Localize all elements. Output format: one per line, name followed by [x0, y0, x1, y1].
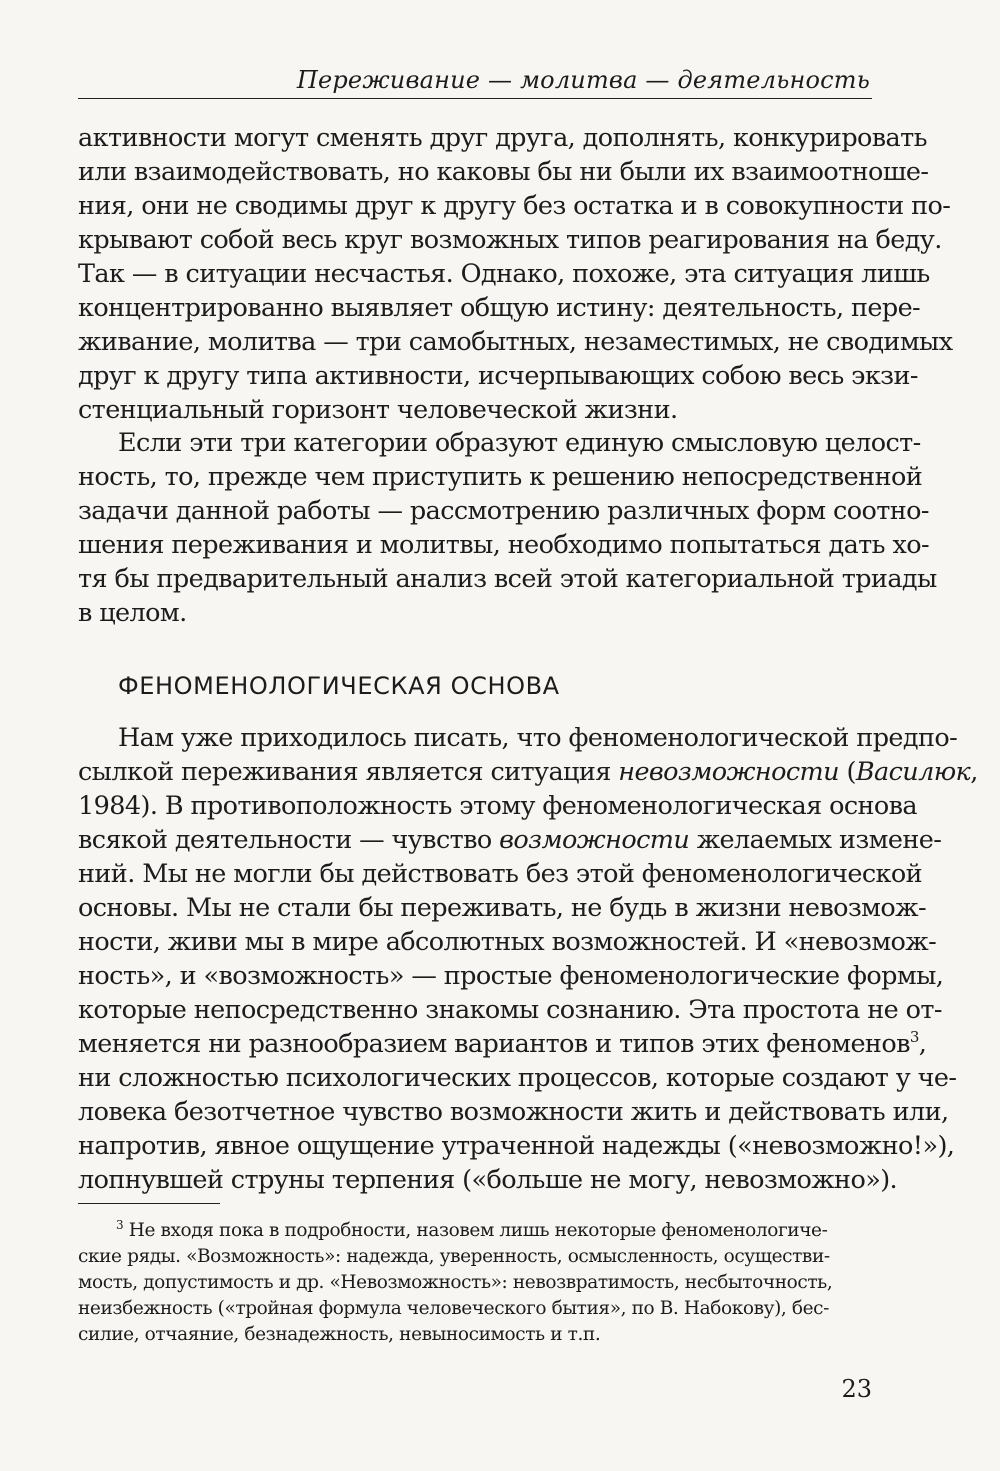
text-line: ности, живи мы в мире абсолютных возможностей. И «невозмож-: [78, 927, 937, 957]
text-run: желаемых измене-: [689, 825, 942, 855]
footnote-line: силие, отчаяние, безнадежность, невыносимость и т.п.: [78, 1324, 601, 1345]
text-line: которые непосредственно знакомы сознанию. Эта простота не от-: [78, 995, 942, 1025]
text-run: сылкой переживания является ситуация: [78, 757, 619, 787]
footnote-line: [116, 1219, 827, 1243]
text-line: или взаимодействовать, но каковы бы ни были их взаимоотноше-: [78, 157, 929, 187]
text-line: [78, 757, 978, 787]
text-line: Если эти три категории образуют единую смысловую целост-: [118, 428, 921, 458]
text-run: меняется ни разнообразием вариантов и типов этих феноменов: [78, 1029, 910, 1059]
text-line: [78, 1029, 926, 1059]
text-run: (: [838, 757, 856, 787]
text-line: концентрированно выявляет общую истину: деятельность, пере-: [78, 293, 921, 323]
text-line: живание, молитва — три самобытных, незаместимых, не сводимых: [78, 327, 953, 357]
footnote-line: ские ряды. «Возможность»: надежда, уверенность, осмысленность, осуществи-: [78, 1246, 830, 1267]
running-head: [78, 58, 872, 99]
footnote-reference[interactable]: 3: [909, 1028, 919, 1046]
footnote-line: мость, допустимость и др. «Невозможность»: невозвратимость, несбыточность,: [78, 1272, 833, 1293]
page-number: 23: [841, 1375, 872, 1403]
footnote-text: Не входя пока в подробности, назовем лишь некоторые феноменологиче-: [123, 1220, 828, 1241]
text-line: друг к другу типа активности, исчерпывающих собою весь экзи-: [78, 361, 918, 391]
text-line: 1984). В противоположность этому феноменологическая основа: [78, 791, 918, 821]
footnote-separator: [78, 1203, 220, 1204]
text-line: ний. Мы не могли бы действовать без этой феноменологической: [78, 859, 923, 889]
text-line: тя бы предварительный анализ всей этой категориальной триады: [78, 564, 937, 594]
text-run: ,: [918, 1029, 927, 1059]
footnote-line: неизбежность («тройная формула человеческого бытия», по В. Набокову), бес-: [78, 1298, 829, 1319]
text-line: ность», и «возможность» — простые феноменологические формы,: [78, 961, 944, 991]
text-run: ,: [970, 757, 978, 787]
citation-author: Василюк: [855, 757, 971, 787]
text-line: Нам уже приходилось писать, что феноменологической предпо-: [118, 723, 958, 753]
text-line: ния, они не сводимы друг к другу без остатка и в совокупности по-: [78, 191, 951, 221]
text-line: задачи данной работы — рассмотрению различных форм соотно-: [78, 496, 929, 526]
text-line: ни сложностью психологических процессов, которые создают у че-: [78, 1063, 957, 1093]
section-heading: ФЕНОМЕНОЛОГИЧЕСКАЯ ОСНОВА: [118, 672, 560, 700]
emphasis-possibility: возможности: [499, 825, 690, 855]
text-line: напротив, явное ощущение утраченной надежды («невозможно!»),: [78, 1131, 955, 1161]
text-line: основы. Мы не стали бы переживать, не будь в жизни невозмож-: [78, 893, 927, 923]
text-line: [78, 825, 941, 855]
text-line: шения переживания и молитвы, необходимо попытаться дать хо-: [78, 530, 930, 560]
running-head-title: Переживание — молитва — деятельность: [296, 66, 870, 94]
text-line: стенциальный горизонт человеческой жизни.: [78, 395, 678, 425]
text-run: всякой деятельности — чувство: [78, 825, 500, 855]
text-line: в целом.: [78, 598, 187, 628]
text-line: крывают собой весь круг возможных типов реагирования на беду.: [78, 225, 942, 255]
text-line: Так — в ситуации несчастья. Однако, похоже, эта ситуация лишь: [78, 259, 930, 289]
emphasis-impossibility: невозможности: [618, 757, 839, 787]
text-line: ность, то, прежде чем приступить к решению непосредственной: [78, 462, 923, 492]
text-line: ловека безотчетное чувство возможности жить и действовать или,: [78, 1097, 949, 1127]
text-line: лопнувшей струны терпения («больше не могу, невозможно»).: [78, 1165, 898, 1195]
text-line: активности могут сменять друг друга, дополнять, конкурировать: [78, 123, 927, 153]
footnote-mark: 3: [116, 1218, 124, 1232]
